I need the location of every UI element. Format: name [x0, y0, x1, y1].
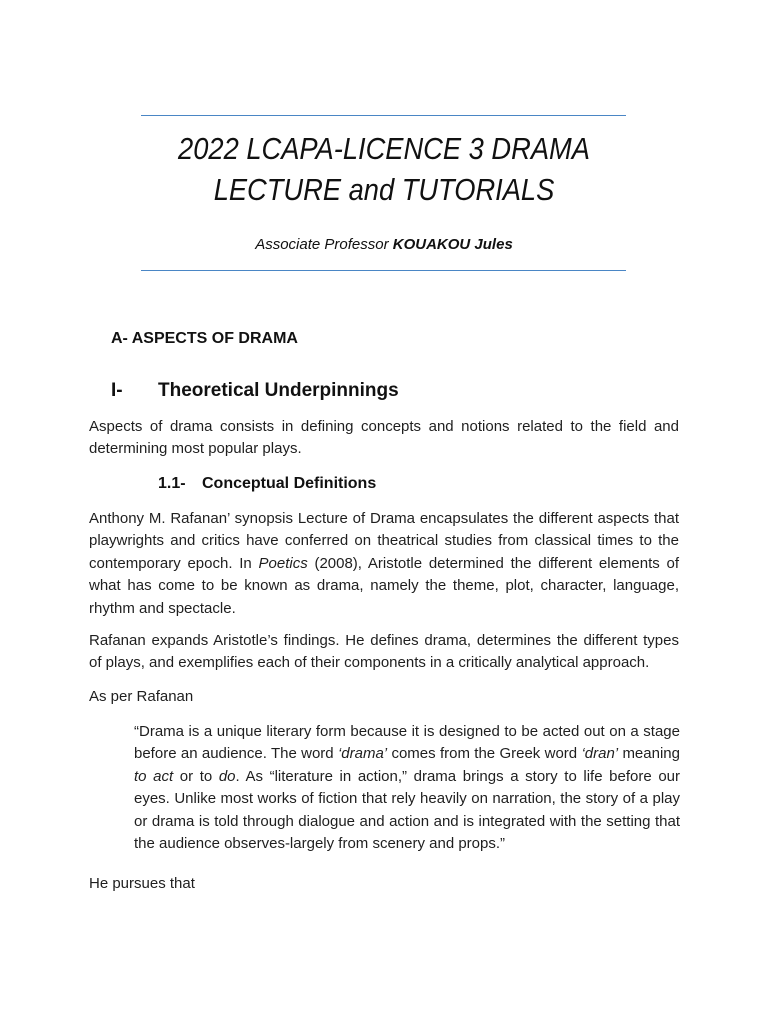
section-i-intro: Aspects of drama consists in defining concepts and notions related to the field and determining most popular plays. — [89, 418, 679, 458]
section-i-heading — [111, 380, 399, 402]
paragraph-3: As per Rafanan — [89, 688, 194, 705]
top-divider — [141, 115, 626, 116]
title-line-2: LECTURE and TUTORIALS — [213, 172, 555, 207]
subsection-1-1-heading — [158, 475, 376, 493]
quote-italic-do: do — [218, 767, 236, 785]
para1-text-b: (2008), Aristotle determined the different elements of what has come to be known as drama, namely the theme, plot, character, language, rhythm and spectacle. — [89, 554, 679, 617]
subsection-title: Conceptual Definitions — [202, 475, 377, 492]
block-quote — [134, 721, 680, 855]
paragraph-1 — [89, 508, 679, 620]
title-line-1: 2022 LCAPA-LICENCE 3 DRAMA — [178, 131, 590, 166]
document-title — [46, 128, 722, 210]
paragraph-2: Rafanan expands Aristotle’s findings. He defines drama, determines the different types of plays, and exemplifies each of their components in a critically analytical approach. — [89, 632, 679, 672]
section-i-title: Theoretical Underpinnings — [158, 380, 399, 401]
quote-italic-to-act: to act — [134, 767, 174, 785]
section-i-number: I- — [111, 380, 123, 401]
section-a-heading: A- ASPECTS OF DRAMA — [111, 330, 298, 347]
quote-text-5: . As “literature in action,” drama brings a story to life before our eyes. Unlike most works of fiction that rely heavily on narration, the story of a play or drama is told through dialogue and action and is integrated with the setting that the audience observes-largely from scenery and props.” — [134, 767, 681, 853]
author-prefix: Associate Professor — [255, 236, 393, 253]
para1-text-a: Anthony M. Rafanan’ synopsis Lecture of Drama encapsulates the different aspects that playwrights and critics have conferred on theatrical studies from classical times to the contemporary epoch. In — [89, 510, 679, 572]
subsection-number: 1.1- — [158, 475, 186, 492]
quote-text-2: comes from the Greek word — [387, 745, 582, 763]
bottom-divider — [141, 270, 626, 271]
para1-italic-poetics: Poetics — [258, 554, 308, 572]
author-line — [0, 236, 768, 253]
quote-text-3: meaning — [618, 745, 680, 763]
quote-italic-drama: ‘drama’ — [337, 745, 388, 763]
quote-text-4: or to — [173, 767, 219, 785]
author-name: KOUAKOU Jules — [392, 236, 513, 253]
quote-italic-dran: ‘dran’ — [581, 745, 619, 763]
quote-text-1: “Drama is a unique literary form because it is designed to be acted out on a stage before an audience. The word — [134, 723, 680, 763]
paragraph-4: He pursues that — [89, 875, 195, 892]
